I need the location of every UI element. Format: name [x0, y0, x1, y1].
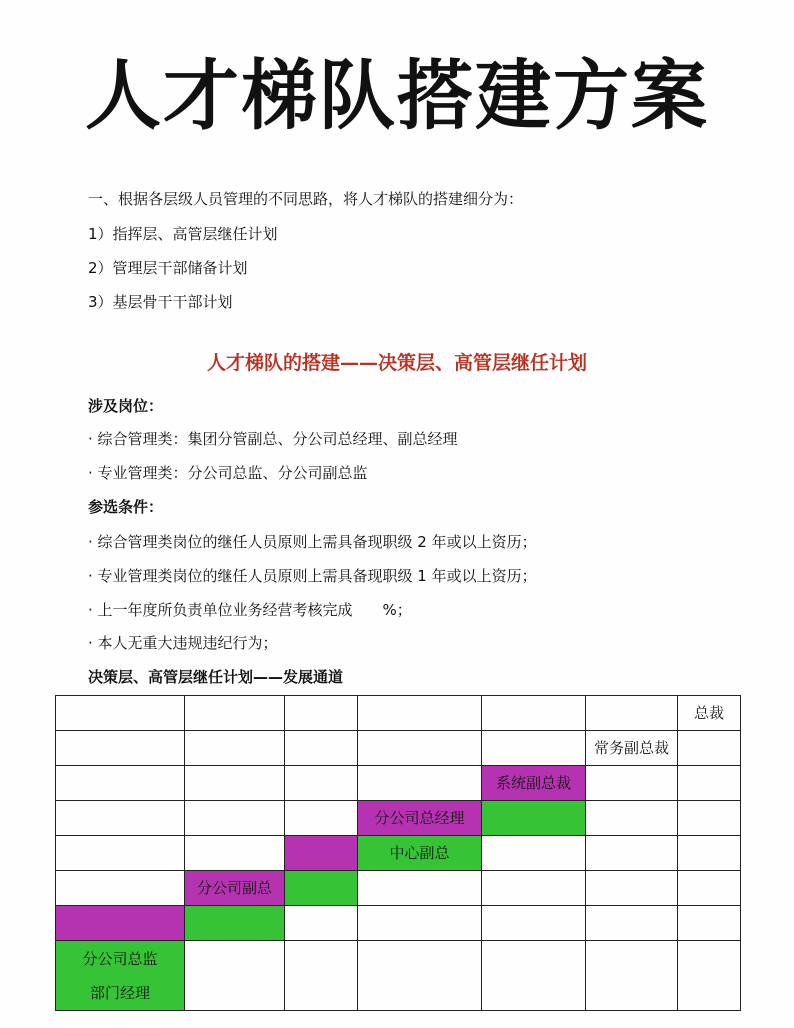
position-item: · 综合管理类：集团分管副总、分公司总经理、副总经理 [88, 430, 458, 448]
table-cell [586, 801, 678, 836]
condition-item: · 专业管理类岗位的继任人员原则上需具备现职级 1 年或以上资历； [88, 567, 537, 585]
table-cell [586, 906, 678, 941]
table-cell [358, 731, 482, 766]
table-cell [586, 941, 678, 1011]
position-item: · 专业管理类：分公司总监、分公司副总监 [88, 464, 368, 482]
condition-item: · 综合管理类岗位的继任人员原则上需具备现职级 2 年或以上资历； [88, 533, 537, 551]
table-cell [56, 836, 185, 871]
table-cell [358, 801, 482, 836]
table-cell [586, 836, 678, 871]
table-row [56, 836, 741, 871]
table-cell [586, 731, 678, 766]
table-cell [56, 801, 185, 836]
table-cell [482, 836, 586, 871]
intro-item: 3）基层骨干干部计划 [88, 293, 233, 311]
table-row [56, 871, 741, 906]
table-cell [678, 696, 741, 731]
cell-text: 分公司总监 [82, 949, 158, 968]
intro-heading: 一、根据各层级人员管理的不同思路，将人才梯队的搭建细分为： [88, 190, 524, 208]
table-cell [678, 731, 741, 766]
table-cell [482, 906, 586, 941]
table-cell [285, 766, 358, 801]
table-cell [678, 766, 741, 801]
cell-text: 系统副总裁 [495, 774, 571, 792]
table-cell [185, 766, 285, 801]
conditions-label: 参选条件： [88, 498, 164, 516]
table-cell [56, 696, 185, 731]
table-row [56, 766, 741, 801]
development-channel-table [55, 695, 741, 1011]
table-row [56, 906, 741, 941]
table-cell [185, 941, 285, 1011]
table-cell [358, 836, 482, 871]
condition-item: · 上一年度所负责单位业务经营考核完成 %； [88, 601, 412, 619]
table-cell [358, 906, 482, 941]
table-cell [678, 836, 741, 871]
cell-text: 分公司总经理 [374, 809, 465, 827]
table-cell [285, 836, 358, 871]
table-cell [678, 941, 741, 1011]
section-title: 人才梯队的搭建——决策层、高管层继任计划 [206, 352, 587, 374]
table-row [56, 801, 741, 836]
table-cell [56, 906, 185, 941]
condition-item: · 本人无重大违规违纪行为； [88, 634, 278, 652]
positions-label: 涉及岗位： [88, 397, 164, 415]
table-cell [482, 731, 586, 766]
table-row [56, 731, 741, 766]
table-cell [285, 941, 358, 1011]
cell-text: 部门经理 [89, 983, 150, 1002]
table-row [56, 696, 741, 731]
table-cell [285, 906, 358, 941]
table-cell [586, 696, 678, 731]
table-cell [285, 731, 358, 766]
table-cell [482, 801, 586, 836]
table-cell [56, 731, 185, 766]
channel-label: 决策层、高管层继任计划——发展通道 [88, 668, 344, 686]
table-cell [56, 871, 185, 906]
table-cell [586, 766, 678, 801]
table-cell [482, 696, 586, 731]
table-cell [358, 696, 482, 731]
cell-text: 常务副总裁 [593, 739, 669, 757]
table-cell [358, 941, 482, 1011]
table-cell [185, 836, 285, 871]
table-cell [185, 731, 285, 766]
table-cell [285, 696, 358, 731]
table-cell [185, 801, 285, 836]
table-cell [482, 941, 586, 1011]
cell-text: 总裁 [693, 704, 724, 722]
table-cell [358, 766, 482, 801]
table-cell [285, 801, 358, 836]
intro-item: 1）指挥层、高管层继任计划 [88, 225, 278, 243]
table-cell [678, 906, 741, 941]
table-cell [586, 871, 678, 906]
table-cell [185, 696, 285, 731]
page-title: 人才梯队搭建方案 [85, 51, 709, 140]
intro-item: 2）管理层干部储备计划 [88, 259, 248, 277]
table-cell [678, 871, 741, 906]
table-cell [56, 941, 185, 1011]
table-cell [285, 871, 358, 906]
table-cell [482, 871, 586, 906]
table-cell [185, 906, 285, 941]
table-row [56, 941, 741, 1011]
table-cell [185, 871, 285, 906]
table-cell [56, 766, 185, 801]
table-cell [358, 871, 482, 906]
table-cell [678, 801, 741, 836]
table-cell [482, 766, 586, 801]
cell-text: 中心副总 [389, 844, 450, 862]
cell-text: 分公司副总 [196, 879, 272, 897]
